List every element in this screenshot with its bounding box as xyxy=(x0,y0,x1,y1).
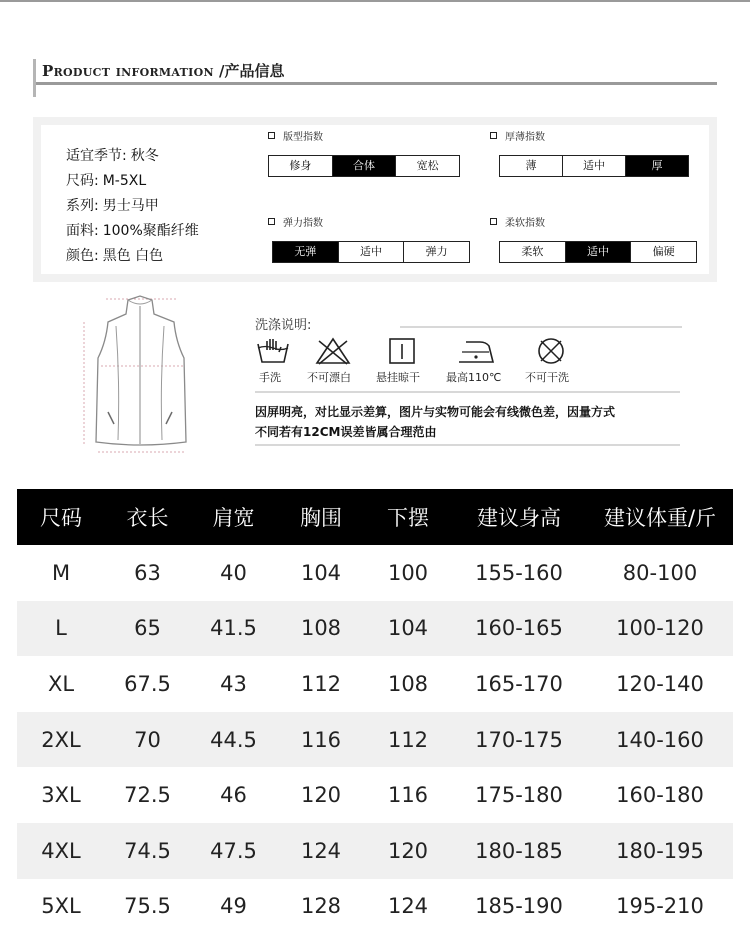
table-cell: XL xyxy=(47,671,75,696)
table-cell: 185-190 xyxy=(475,894,563,919)
table-row xyxy=(17,601,733,657)
table-cell: 116 xyxy=(387,783,429,808)
col-header-shoulder: 肩宽 xyxy=(190,489,277,545)
bullet-icon xyxy=(490,218,497,225)
table-cell: 124 xyxy=(277,823,365,879)
table-cell: 70 xyxy=(105,712,190,768)
table-cell: 5XL xyxy=(41,894,81,919)
col-header-chest: 胸围 xyxy=(277,489,365,545)
table-cell: 65 xyxy=(105,601,190,657)
spec-size: 尺码: M-5XL xyxy=(66,173,147,189)
table-cell: 44.5 xyxy=(190,712,277,768)
table-cell: 104 xyxy=(365,601,451,657)
bullet-icon xyxy=(268,132,275,139)
no-bleach-icon xyxy=(313,336,353,366)
table-cell: 195-210 xyxy=(616,894,704,919)
table-cell: 128 xyxy=(300,894,342,919)
fit-index-scale xyxy=(268,155,460,177)
hand-wash-label: 手洗 xyxy=(259,371,281,384)
table-cell: 63 xyxy=(134,560,161,585)
table-cell: 47.5 xyxy=(190,823,277,879)
table-cell: 112 xyxy=(365,712,451,768)
table-cell: 100-120 xyxy=(587,601,733,657)
hand-wash-icon xyxy=(253,336,293,366)
col-header-hem: 下摆 xyxy=(365,489,451,545)
elasticity-option: 弹力 xyxy=(425,245,448,258)
table-cell: 75.5 xyxy=(124,894,171,919)
thickness-option: 适中 xyxy=(563,156,626,176)
table-cell: 120-140 xyxy=(616,671,704,696)
table-cell: 49 xyxy=(220,894,247,919)
table-row xyxy=(17,656,733,712)
table-cell: 160-165 xyxy=(451,601,587,657)
table-cell: 80-100 xyxy=(622,560,698,585)
table-cell: 46 xyxy=(220,783,247,808)
col-header-length: 衣长 xyxy=(105,489,190,545)
thickness-option-selected: 厚 xyxy=(626,156,688,176)
table-cell: 43 xyxy=(220,671,247,696)
fit-option: 修身 xyxy=(269,156,333,176)
elasticity-index-scale xyxy=(272,241,470,263)
table-cell: 4XL xyxy=(17,823,105,879)
spec-color: 颜色: 黑色 白色 xyxy=(66,248,164,264)
thickness-index: 厚薄指数 薄 适中 厚 xyxy=(490,128,545,143)
table-cell: 124 xyxy=(387,894,429,919)
thickness-index-scale xyxy=(499,155,689,177)
elasticity-option: 适中 xyxy=(339,242,405,262)
table-cell: 120 xyxy=(365,823,451,879)
table-cell: 67.5 xyxy=(124,671,171,696)
table-cell: 108 xyxy=(277,601,365,657)
bullet-icon xyxy=(490,132,497,139)
table-cell: 74.5 xyxy=(105,823,190,879)
bullet-icon xyxy=(268,218,275,225)
table-row xyxy=(17,712,733,768)
iron-110-label: 最高110℃ xyxy=(446,371,502,384)
no-bleach-label: 不可漂白 xyxy=(307,371,351,384)
hang-dry-icon xyxy=(382,336,422,366)
page-title xyxy=(42,60,285,81)
wash-instructions-title: 洗涤说明: xyxy=(255,318,312,333)
page-title-en: Product information xyxy=(42,62,214,80)
table-row xyxy=(17,879,733,935)
table-cell: 160-180 xyxy=(616,783,704,808)
thickness-option: 薄 xyxy=(500,156,563,176)
softness-option-selected: 适中 xyxy=(566,242,632,262)
softness-option: 偏硬 xyxy=(652,245,675,258)
softness-index-scale xyxy=(499,241,697,263)
size-chart-header-row xyxy=(17,489,733,545)
vest-measurement-diagram xyxy=(76,292,204,457)
size-chart-table xyxy=(17,489,733,934)
spec-fabric: 面料: 100%聚酯纤维 xyxy=(66,223,199,239)
notice-line-2: 不同若有12CM误差皆属合理范由 xyxy=(255,425,437,439)
table-row xyxy=(17,767,733,823)
fit-option-selected: 合体 xyxy=(333,156,397,176)
table-cell: 180-185 xyxy=(451,823,587,879)
no-dry-clean-icon xyxy=(531,336,571,366)
softness-index: 柔软指数 柔软 适中 偏硬 xyxy=(490,214,545,229)
softness-option: 柔软 xyxy=(500,242,566,262)
table-cell: 155-160 xyxy=(475,560,563,585)
page-title-cn: /产品信息 xyxy=(213,62,285,80)
table-cell: 72.5 xyxy=(124,783,171,808)
table-row xyxy=(17,545,733,601)
table-cell: 180-195 xyxy=(587,823,733,879)
fit-option: 宽松 xyxy=(416,159,439,172)
elasticity-option-selected: 无弹 xyxy=(273,242,339,262)
fit-index: 版型指数 修身 合体 宽松 xyxy=(268,128,323,143)
table-cell: 2XL xyxy=(17,712,105,768)
wash-divider-top xyxy=(255,391,680,393)
table-cell: 112 xyxy=(300,671,342,696)
table-cell: 108 xyxy=(387,671,429,696)
table-cell: 120 xyxy=(300,783,342,808)
spec-series: 系列: 男士马甲 xyxy=(66,198,159,214)
top-rule xyxy=(0,0,750,2)
col-header-weight: 建议体重/斤 xyxy=(587,489,733,545)
notice-line-1: 因屏明亮，对比显示差算，图片与实物可能会有线微色差，因量方式 xyxy=(255,405,616,419)
hang-dry-label: 悬挂晾干 xyxy=(376,371,420,384)
wash-divider-bottom xyxy=(255,444,680,446)
table-cell: 116 xyxy=(277,712,365,768)
table-cell: M xyxy=(51,560,71,585)
table-cell: 3XL xyxy=(41,783,81,808)
header-rule xyxy=(36,82,717,85)
elasticity-index: 弹力指数 无弹 适中 弹力 xyxy=(268,214,323,229)
table-cell: 100 xyxy=(387,560,429,585)
header-accent-bar xyxy=(33,59,36,97)
table-cell: 41.5 xyxy=(190,601,277,657)
table-cell: 140-160 xyxy=(587,712,733,768)
table-cell: 170-175 xyxy=(451,712,587,768)
table-cell: 175-180 xyxy=(475,783,563,808)
col-header-height: 建议身高 xyxy=(451,489,587,545)
table-row xyxy=(17,823,733,879)
table-cell: 40 xyxy=(220,560,247,585)
table-cell: 165-170 xyxy=(475,671,563,696)
table-cell: 104 xyxy=(300,560,342,585)
color-difference-notice xyxy=(255,402,615,442)
col-header-size: 尺码 xyxy=(17,489,105,545)
wash-title-rule xyxy=(400,326,682,328)
section-header xyxy=(33,53,717,97)
no-dry-clean-label: 不可干洗 xyxy=(525,371,569,384)
iron-110-icon xyxy=(456,336,496,366)
table-cell: L xyxy=(17,601,105,657)
spec-season: 适宜季节: 秋冬 xyxy=(66,148,159,164)
